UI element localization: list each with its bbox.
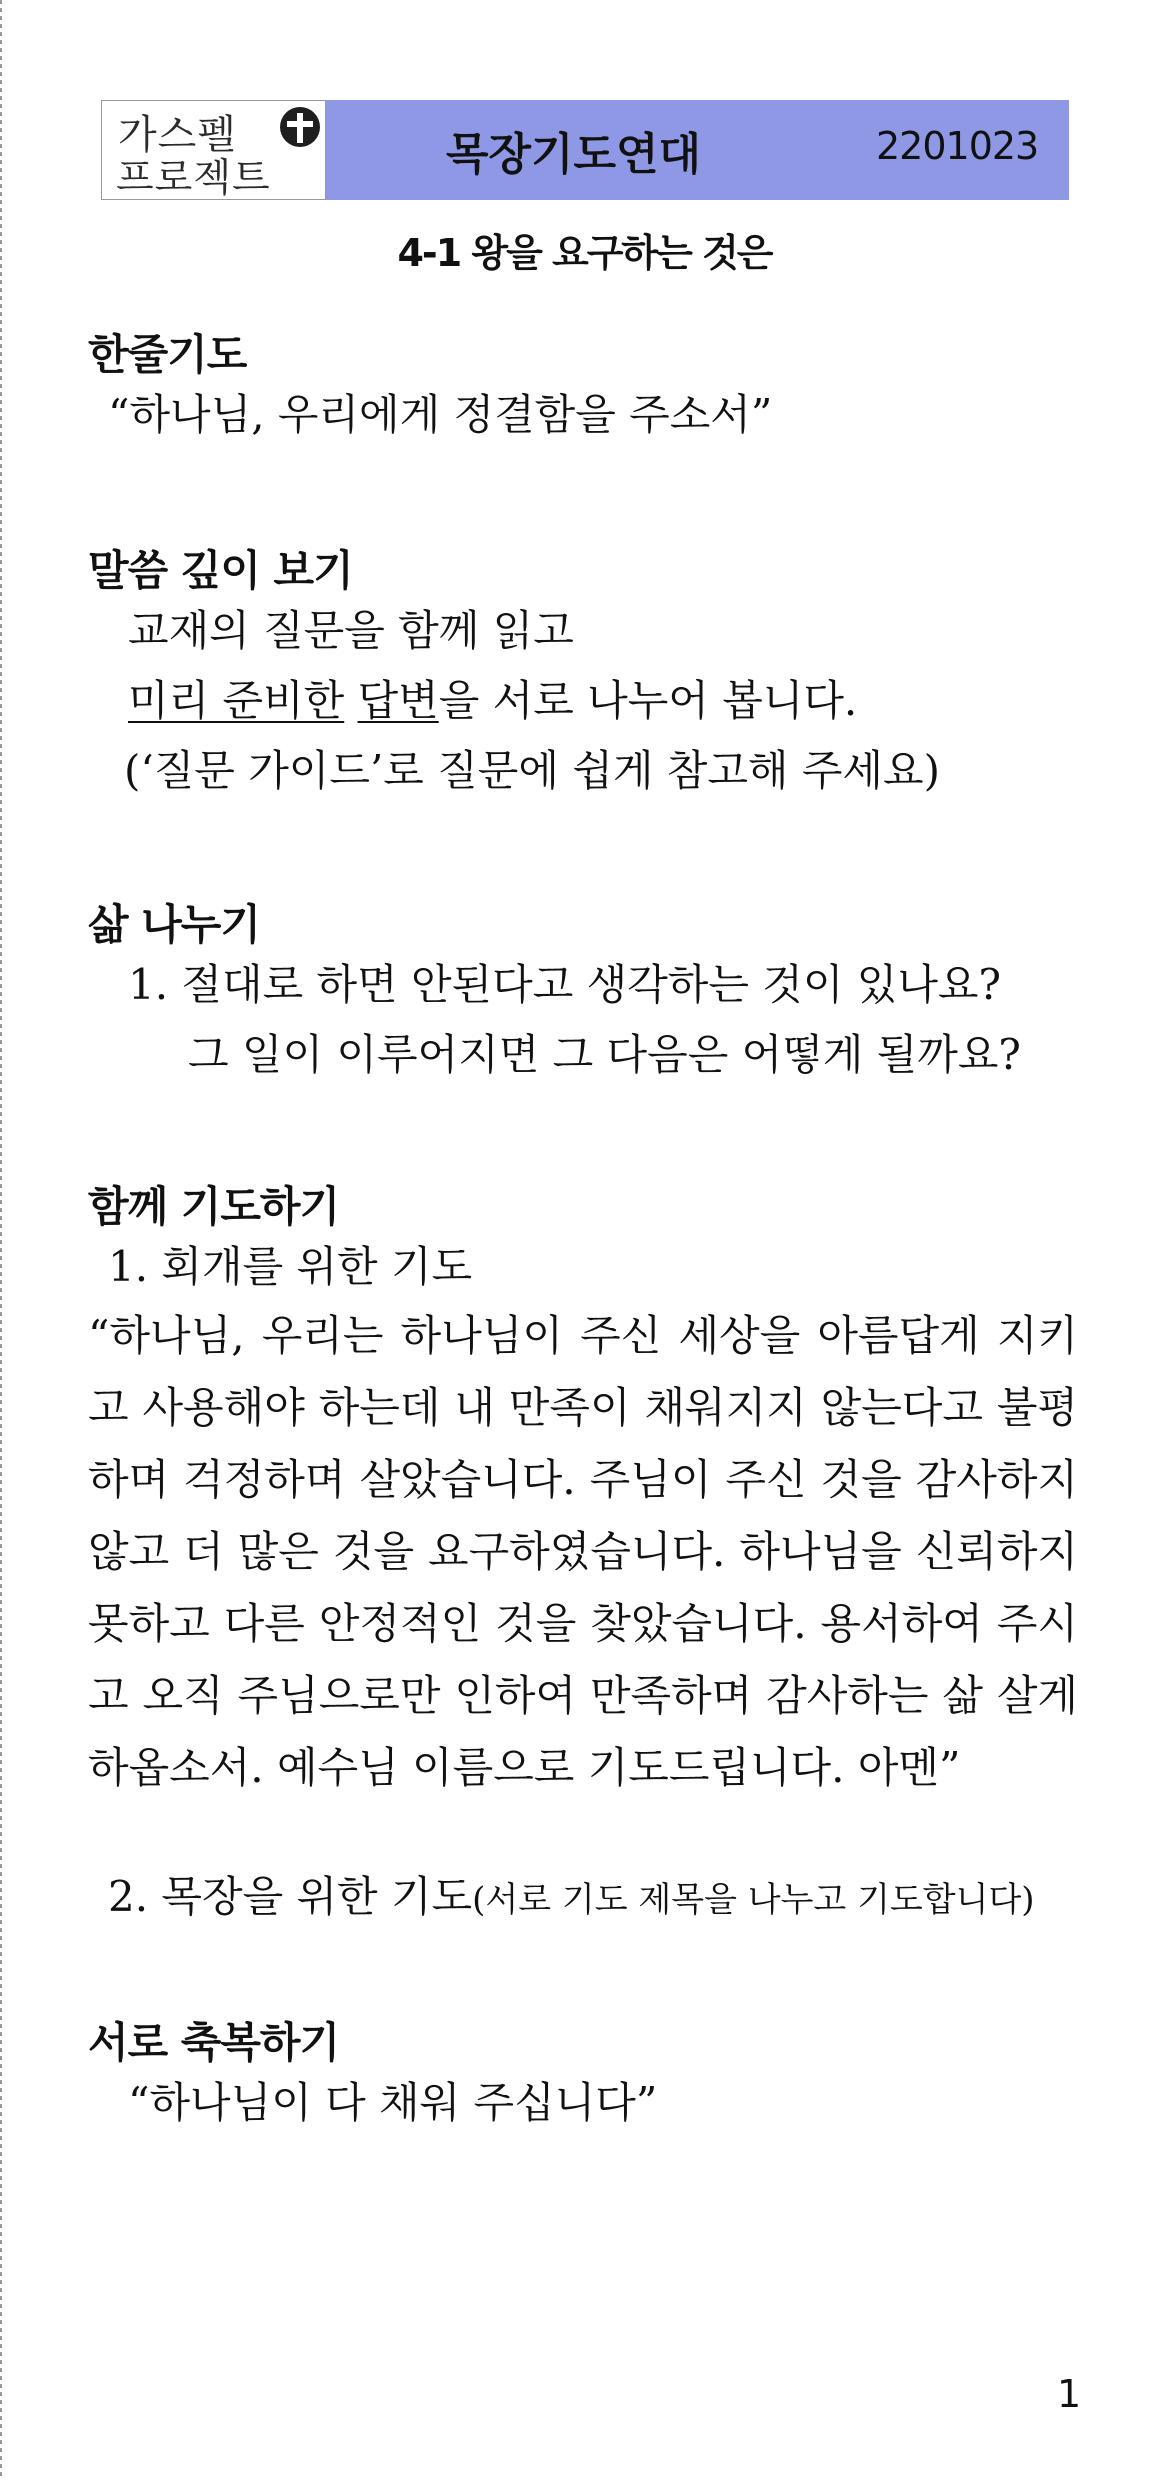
word-line2-rest: 을 서로 나누어 봅니다.: [438, 676, 858, 725]
logo-text-line1: 가스펠: [118, 112, 237, 158]
blessing-text: “하나님이 다 채워 주십니다”: [128, 2078, 658, 2127]
repentance-prayer-paragraph: “하나님, 우리는 하나님이 주신 세상을 아름답게 지키고 사용해야 하는데 내 만족이 채워지지 않는다고 불평하며 걱정하며 살았습니다. 주님이 주신 것을 감사하지 않고 더 많은 것을 요구하였습니다. 하나님을 신뢰하지 못하고 다른 안정적인 것을 찾았습니다. 용서하여 주시고 오직 주님으로만 인하여 만족하며 감사하는 삶 살게 하옵소서. 예수님 이름으로 기도드립니다. 아멘”: [88, 1311, 1078, 1792]
prayer-item-2-note: (서로 기도 제목을 나누고 기도합니다): [472, 1880, 1035, 1920]
header-title: 목장기도연대: [446, 129, 702, 180]
header-banner: [101, 100, 1069, 200]
sharing-question-1-cont: 그 일이 이루어지면 그 다음은 어떻게 될까요?: [188, 1030, 1021, 1079]
heading-one-line-prayer: 한줄기도: [88, 330, 247, 379]
prayer-item-2: [108, 1872, 1035, 1922]
heading-blessing: 서로 축복하기: [88, 2018, 340, 2067]
logo-text-line2: 프로젝트: [116, 156, 271, 201]
word-line3: (‘질문 가이드’로 질문에 쉽게 참고해 주세요): [124, 746, 940, 795]
word-line2-space: [344, 676, 357, 725]
word-line1: 교재의 질문을 함께 읽고: [128, 606, 574, 655]
page-edge-dotted-line: [0, 0, 2, 2480]
underlined-answer: 답변: [357, 676, 439, 725]
cross-circle-icon: [280, 107, 320, 147]
word-line2: [128, 676, 857, 726]
prayer-item-1-title: 1. 회개를 위한 기도: [108, 1242, 473, 1291]
page-number: 1: [1057, 2372, 1082, 2416]
underlined-prepared: 미리 준비한: [128, 676, 345, 725]
heading-pray-together: 함께 기도하기: [88, 1182, 340, 1231]
heading-word-deep-look: 말씀 깊이 보기: [88, 546, 353, 595]
sharing-question-1: 1. 절대로 하면 안된다고 생각하는 것이 있나요?: [128, 960, 1001, 1009]
prayer-item-2-title: 2. 목장을 위한 기도: [108, 1872, 473, 1921]
lesson-subtitle: 4-1 왕을 요구하는 것은: [397, 231, 772, 275]
heading-sharing-life: 삶 나누기: [88, 900, 260, 949]
gospel-project-logo: [101, 100, 326, 200]
header-code: 2201023: [876, 124, 1039, 168]
one-line-prayer-text: “하나님, 우리에게 정결함을 주소서”: [108, 390, 773, 439]
